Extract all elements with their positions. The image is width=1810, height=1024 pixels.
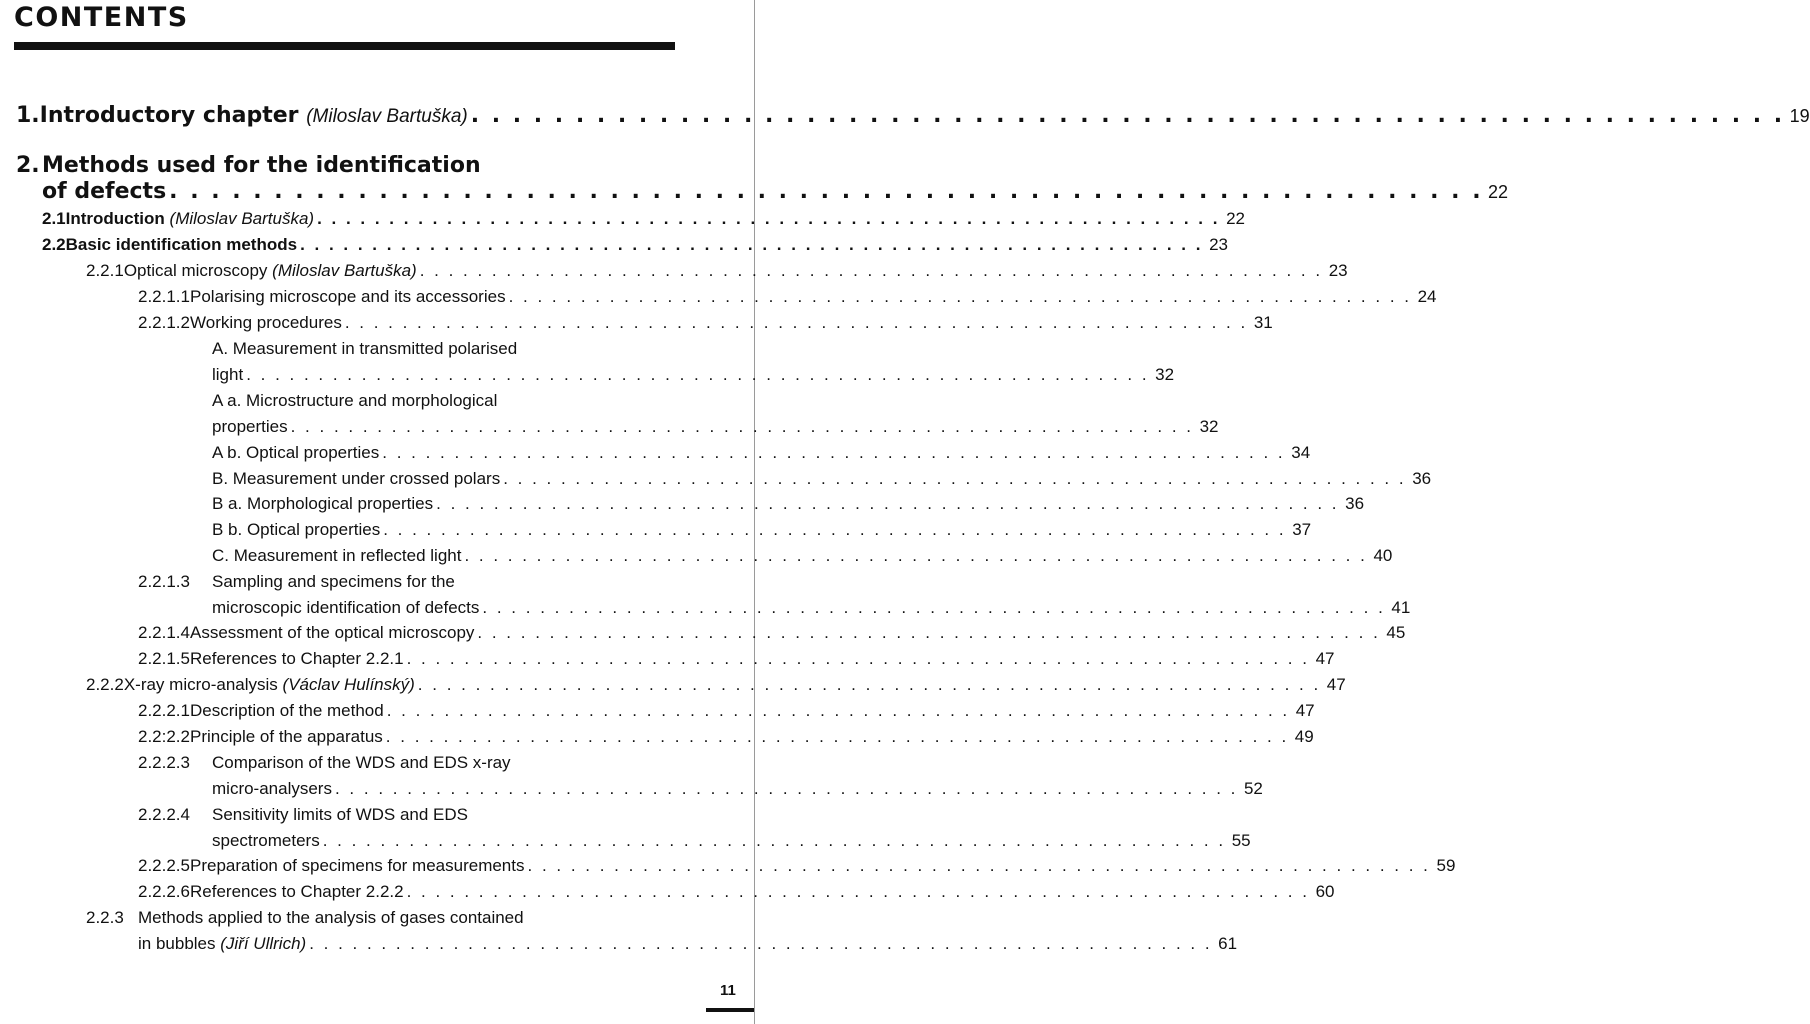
toc-entry-2-2-2-3[interactable] <box>212 777 1263 801</box>
toc-leader: . . . . . . . . . . . . . . . . . . . . . . . . . . . . . . . . . . . . . . . . . . . . . . . . . . . . . . . . . . . . . . . <box>309 934 1213 953</box>
toc-entry-2-2[interactable] <box>42 233 1228 257</box>
toc-entry-2-2-1[interactable] <box>86 259 1348 283</box>
toc-number: 2. <box>16 153 40 178</box>
toc-title: Introduction (Miloslav Bartuška) <box>65 209 315 228</box>
toc-page: 22 <box>1488 182 1509 202</box>
toc-number: 2.2.2 <box>86 675 124 694</box>
toc-entry-2-2-2-4[interactable] <box>212 829 1251 853</box>
toc-leader: . . . . . . . . . . . . . . . . . . . . . . . . . . . . . . . . . . . . . . . . . . . . . . . . . . . . . . . . . . . . . . . <box>290 417 1194 436</box>
toc-leader: . . . . . . . . . . . . . . . . . . . . . . . . . . . . . . . . . . . . . . . . . . . . . . . . . . . . . . . . . . . . . . . <box>419 261 1323 280</box>
toc-leader: . . . . . . . . . . . . . . . . . . . . . . . . . . . . . . . . . . . . . . . . . . . . . . . . . . . . . . . . . . . . . . . <box>406 882 1310 901</box>
toc-number: 2.2.3 <box>86 908 124 927</box>
toc-title: Principle of the apparatus <box>190 727 383 746</box>
toc-page: 36 <box>1345 494 1365 513</box>
page-number: 11 <box>720 982 736 999</box>
toc-leader: . . . . . . . . . . . . . . . . . . . . . . . . . . . . . . . . . . . . . . . . . . . . . . . . . . . . . . . . . . . . . . . <box>470 103 1785 128</box>
toc-entry-2-2-2-1[interactable] <box>138 699 1315 723</box>
toc-entry-2-2-2-5[interactable] <box>138 854 1456 878</box>
toc-title-line: 2.2.3 Methods applied to the analysis of gases contained <box>86 906 524 930</box>
toc-entry-b[interactable] <box>212 467 1432 491</box>
toc-leader: . . . . . . . . . . . . . . . . . . . . . . . . . . . . . . . . . . . . . . . . . . . . . . . . . . . . . . . . . . . . . . . <box>503 469 1407 488</box>
toc-page: 41 <box>1391 598 1411 617</box>
toc-leader: . . . . . . . . . . . . . . . . . . . . . . . . . . . . . . . . . . . . . . . . . . . . . . . . . . . . . . . . . . . . . . . <box>383 520 1287 539</box>
toc-leader: . . . . . . . . . . . . . . . . . . . . . . . . . . . . . . . . . . . . . . . . . . . . . . . . . . . . . . . . . . . . . . . <box>417 675 1321 694</box>
toc-number: 2.2.2.5 <box>138 856 190 875</box>
toc-number: 2.2:2.2 <box>138 727 190 746</box>
toc-page: 60 <box>1315 882 1335 901</box>
toc-number: 1. <box>16 103 40 128</box>
toc-page: 52 <box>1243 779 1263 798</box>
toc-title: Description of the method <box>190 701 384 720</box>
toc-title: A b. Optical properties <box>212 443 380 462</box>
toc-entry-a-b[interactable] <box>212 441 1311 465</box>
toc-entry-a[interactable] <box>212 363 1175 387</box>
toc-page: 23 <box>1209 235 1228 254</box>
toc-page: 32 <box>1199 417 1219 436</box>
toc-leader: . . . . . . . . . . . . . . . . . . . . . . . . . . . . . . . . . . . . . . . . . . . . . . . . . . . . . . . . . . . . . . . <box>477 623 1381 642</box>
toc-entry-2-2-1-1[interactable] <box>138 285 1437 309</box>
toc-number: 2.2 <box>42 235 66 254</box>
toc-leader: . . . . . . . . . . . . . . . . . . . . . . . . . . . . . . . . . . . . . . . . . . . . . . . . . . . . . . . . . . . . . . . <box>385 727 1289 746</box>
header-rule <box>14 42 675 50</box>
toc-leader: . . . . . . . . . . . . . . . . . . . . . . . . . . . . . . . . . . . . . . . . . . . . . . . . . . . . . . . . . . . . . . . <box>386 701 1290 720</box>
toc-title: spectrometers <box>212 831 320 850</box>
toc-chapter-2[interactable] <box>42 179 1509 204</box>
toc-title: B b. Optical properties <box>212 520 381 539</box>
toc-title-line: 2.2.2.4 Sensitivity limits of WDS and EDS <box>138 803 468 827</box>
toc-entry-2-2-2-6[interactable] <box>138 880 1335 904</box>
toc-title: microscopic identification of defects <box>212 598 480 617</box>
toc-title-line: A. Measurement in transmitted polarised <box>212 339 518 358</box>
toc-entry-2-2-1-5[interactable] <box>138 647 1335 671</box>
toc-entry-2-2-2[interactable] <box>86 673 1346 697</box>
toc-title-line: 2.2.2.3 Comparison of the WDS and EDS x-ray <box>138 751 511 775</box>
toc-number: 2.2.1.2 <box>138 313 190 332</box>
toc-title: Basic identification methods <box>65 235 298 254</box>
toc-title: in bubbles (Jiří Ullrich) <box>138 934 307 953</box>
toc-title: Working procedures <box>190 313 342 332</box>
toc-page: 34 <box>1291 443 1311 462</box>
toc-title-line: 2.2.1.3 Sampling and specimens for the <box>138 570 455 594</box>
footer-rule <box>706 1008 754 1012</box>
toc-page: 55 <box>1231 831 1251 850</box>
toc-leader: . . . . . . . . . . . . . . . . . . . . . . . . . . . . . . . . . . . . . . . . . . . . . . . . . . . . . . . . . . . . . . . <box>508 287 1412 306</box>
toc-title: Methods used for the identification <box>42 153 481 178</box>
toc-page: 24 <box>1417 287 1437 306</box>
toc-author: (Václav Hulínský) <box>282 675 415 694</box>
toc-leader: . . . . . . . . . . . . . . . . . . . . . . . . . . . . . . . . . . . . . . . . . . . . . . . . . . . . . . . . . . . . . . . <box>406 649 1310 668</box>
toc-leader: . . . . . . . . . . . . . . . . . . . . . . . . . . . . . . . . . . . . . . . . . . . . . . . . . . . . . . . . . . . . . . . <box>527 856 1431 875</box>
toc-author: (Miloslav Bartuška) <box>272 261 417 280</box>
toc-page: 47 <box>1326 675 1346 694</box>
toc-leader: . . . . . . . . . . . . . . . . . . . . . . . . . . . . . . . . . . . . . . . . . . . . . . . . . . . . . . . . . . . . . . . <box>464 546 1368 565</box>
toc-author: (Jiří Ullrich) <box>220 934 307 953</box>
toc-leader: . . . . . . . . . . . . . . . . . . . . . . . . . . . . . . . . . . . . . . . . . . . . . . . . . . . . . . . . . . . . . . . <box>344 313 1248 332</box>
toc-title: B a. Morphological properties <box>212 494 434 513</box>
toc-leader: . . . . . . . . . . . . . . . . . . . . . . . . . . . . . . . . . . . . . . . . . . . . . . . . . . . . . . . . . . . . . . . <box>322 831 1226 850</box>
toc-entry-a-a[interactable] <box>212 415 1219 439</box>
toc-leader: . . . . . . . . . . . . . . . . . . . . . . . . . . . . . . . . . . . . . . . . . . . . . . . . . . . . . . . . . . . . . . . <box>300 235 1203 254</box>
toc-entry-2-2-3[interactable] <box>138 932 1238 956</box>
toc-title: micro-analysers <box>212 779 332 798</box>
toc-title: of defects <box>42 179 167 204</box>
toc-number: 2.2.1.3 <box>138 572 190 591</box>
toc-author: (Miloslav Bartuška) <box>306 106 468 127</box>
toc-title: Introductory chapter (Miloslav Bartuška) <box>39 103 468 128</box>
toc-leader: . . . . . . . . . . . . . . . . . . . . . . . . . . . . . . . . . . . . . . . . . . . . . . . . . . . . . . . . . . . . . . . <box>317 209 1220 228</box>
toc-title: Assessment of the optical microscopy <box>190 623 475 642</box>
toc-page: 32 <box>1155 365 1175 384</box>
toc-title: References to Chapter 2.2.1 <box>190 649 404 668</box>
toc-entry-2-2-1-2[interactable] <box>138 311 1273 335</box>
toc-title: light <box>212 365 244 384</box>
toc-entry-2-2-1-4[interactable] <box>138 621 1406 645</box>
toc-entry-2-1[interactable] <box>42 207 1245 231</box>
toc-title: Optical microscopy (Miloslav Bartuška) <box>123 261 417 280</box>
toc-leader: . . . . . . . . . . . . . . . . . . . . . . . . . . . . . . . . . . . . . . . . . . . . . . . . . . . . . . . . . . . . . . . <box>482 598 1386 617</box>
toc-title: Preparation of specimens for measurements <box>190 856 525 875</box>
toc-title: properties <box>212 417 288 436</box>
toc-number: 2.1 <box>42 209 66 228</box>
toc-entry-2-2-2-2[interactable] <box>138 725 1314 749</box>
toc-page: 36 <box>1412 469 1432 488</box>
toc-leader: . . . . . . . . . . . . . . . . . . . . . . . . . . . . . . . . . . . . . . . . . . . . . . . . . . . . . . . . . . . . . . . <box>246 365 1150 384</box>
toc-page: 47 <box>1295 701 1315 720</box>
toc-page: 40 <box>1373 546 1393 565</box>
toc-title-line: A a. Microstructure and morphological <box>212 391 498 410</box>
toc-number: 2.2.1.4 <box>138 623 190 642</box>
toc-entry-2-2-1-3[interactable] <box>212 596 1411 620</box>
toc-page: 61 <box>1218 934 1238 953</box>
toc-entry-b-a[interactable] <box>212 492 1365 516</box>
toc-chapter-2-line1[interactable] <box>16 154 481 178</box>
toc-page: 19 <box>1789 106 1810 126</box>
toc-page: 22 <box>1226 209 1245 228</box>
toc-number: 2.2.1 <box>86 261 124 280</box>
toc-number: 2.2.1.5 <box>138 649 190 668</box>
toc-entry-c[interactable] <box>212 544 1393 568</box>
toc-title: C. Measurement in reflected light <box>212 546 462 565</box>
toc-number: 2.2.1.1 <box>138 287 190 306</box>
toc-number: 2.2.2.1 <box>138 701 190 720</box>
toc-leader: . . . . . . . . . . . . . . . . . . . . . . . . . . . . . . . . . . . . . . . . . . . . . . . . . . . . . . . . . . . . . . . <box>169 179 1484 204</box>
toc-leader: . . . . . . . . . . . . . . . . . . . . . . . . . . . . . . . . . . . . . . . . . . . . . . . . . . . . . . . . . . . . . . . <box>382 443 1286 462</box>
toc-page: 37 <box>1292 520 1312 539</box>
toc-page: 59 <box>1436 856 1456 875</box>
toc-page: 47 <box>1315 649 1335 668</box>
toc-author: (Miloslav Bartuška) <box>169 209 315 228</box>
toc-leader: . . . . . . . . . . . . . . . . . . . . . . . . . . . . . . . . . . . . . . . . . . . . . . . . . . . . . . . . . . . . . . . <box>334 779 1238 798</box>
toc-page: 23 <box>1328 261 1348 280</box>
toc-number: 2.2.2.4 <box>138 805 190 824</box>
toc-page: 31 <box>1253 313 1273 332</box>
toc-leader: . . . . . . . . . . . . . . . . . . . . . . . . . . . . . . . . . . . . . . . . . . . . . . . . . . . . . . . . . . . . . . . <box>436 494 1340 513</box>
page-title: CONTENTS <box>14 2 189 33</box>
toc-title: B. Measurement under crossed polars <box>212 469 501 488</box>
toc-title: X-ray micro-analysis (Václav Hulínský) <box>123 675 415 694</box>
toc-page: 49 <box>1294 727 1314 746</box>
toc-number: 2.2.2.6 <box>138 882 190 901</box>
toc-title: Polarising microscope and its accessories <box>190 287 506 306</box>
toc-number: 2.2.2.3 <box>138 753 190 772</box>
toc-entry-b-b[interactable] <box>212 518 1312 542</box>
toc-page: 45 <box>1386 623 1406 642</box>
toc-title: References to Chapter 2.2.2 <box>190 882 404 901</box>
toc-chapter-1[interactable] <box>16 103 1810 128</box>
